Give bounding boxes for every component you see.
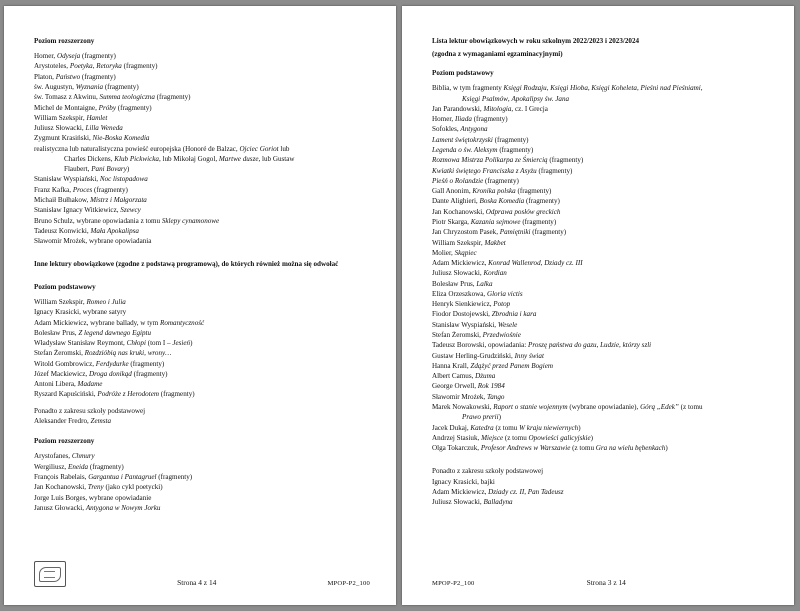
list-item: William Szekspir, Hamlet — [34, 113, 108, 122]
list-item: Franz Kafka, Proces (fragmenty) — [34, 185, 128, 194]
list-item: Lament świętokrzyski (fragmenty) — [432, 135, 529, 144]
list-item: Andrzej Stasiuk, Miejsce (z tomu Opowieści galicyjskie) — [432, 433, 593, 442]
list-item: Albert Camus, Dżuma — [432, 372, 496, 381]
list-item: Gustaw Herling-Grudziński, Inny świat — [432, 351, 544, 360]
list-item: Stefan Żeromski, Rozdzióbią nas kruki, wrony… — [34, 349, 172, 358]
list-item: Bruno Schulz, wybrane opowiadania z tomu Sklepy cynamonowe — [34, 216, 220, 225]
list-item: Jan Parandowski, Mitologia, cz. I Grecja — [432, 104, 548, 113]
list-item: Witold Gombrowicz, Ferdydurke (fragmenty) — [34, 359, 165, 368]
list-item: Kwiatki świętego Franciszka z Asyżu (fragmenty) — [432, 166, 573, 175]
list-item: Molier, Skąpiec — [432, 248, 477, 257]
section-heading-rozszerzony-1: Poziom rozszerzony — [34, 37, 95, 45]
page-right-footer — [432, 578, 768, 587]
list-item: Hanna Krall, Zdążyć przed Panem Bogiem — [432, 361, 553, 370]
list-item: Zygmunt Krasiński, Nie-Boska Komedia — [34, 134, 150, 143]
list-item: Antoni Libera, Madame — [34, 380, 103, 389]
list-item: Stanisław Wyspiański, Wesele — [432, 320, 518, 329]
page-left-content — [34, 36, 370, 513]
list-item: Stefan Żeromski, Przedwiośnie — [432, 331, 521, 340]
list-item: Sławomir Mrożek, Tango — [432, 392, 505, 401]
list-item: Aleksander Fredro, Zemsta — [34, 417, 112, 426]
list-item: Ignacy Krasicki, wybrane satyry — [34, 308, 127, 317]
list-item-continuation: Charles Dickens, Klub Pickwicka, lub Mikołaj Gogol, Martwe dusze, lub Gustaw — [64, 154, 295, 163]
document-code-left: MPOP-P2_100 — [327, 580, 370, 587]
list-item: Michaił Bułhakow, Mistrz i Małgorzata — [34, 196, 147, 205]
section-heading-rozszerzony-2: Poziom rozszerzony — [34, 437, 95, 446]
list-item: Rozmowa Mistrza Polikarpa ze Śmiercią (fragmenty) — [432, 156, 584, 165]
list-item: Jan Kochanowski, Odprawa posłów greckich — [432, 207, 561, 216]
list-item: Arystoteles, Poetyka, Retoryka (fragmenty) — [34, 62, 158, 71]
list-item: Jacek Dukaj, Katedra (z tomu W kraju niewiernych) — [432, 423, 581, 432]
page-right — [402, 6, 794, 605]
institution-logo-icon — [34, 561, 66, 587]
subnote-primary-school-left: Ponadto z zakresu szkoły podstawowej — [34, 406, 146, 415]
document-code-right: MPOP-P2_100 — [432, 580, 475, 587]
spacer — [34, 426, 370, 436]
list-item: Tadeusz Konwicki, Mała Apokalipsa — [34, 226, 139, 235]
list-item: realistyczna lub naturalistyczna powieść europejska (Honoré de Balzac, Ojciec Goriot lub — [34, 144, 290, 153]
list-item: Michel de Montaigne, Próby (fragmenty) — [34, 103, 152, 112]
page-right-content — [432, 36, 768, 507]
list-item: Gall Anonim, Kronika polska (fragmenty) — [432, 187, 552, 196]
list-item-continuation: Flaubert, Pani Bovary) — [64, 165, 130, 174]
list-item: Tadeusz Borowski, opowiadania: Proszę państwa do gazu, Ludzie, którzy szli — [432, 341, 652, 350]
list-item: Piotr Skarga, Kazania sejmowe (fragmenty) — [432, 217, 557, 226]
list-item: Wergiliusz, Eneida (fragmenty) — [34, 462, 124, 471]
spacer — [432, 453, 768, 466]
section-heading-podstawowy-left: Poziom podstawowy — [34, 282, 96, 291]
list-item: Władysław Stanisław Reymont, Chłopi (tom I – Jesień) — [34, 339, 193, 348]
list-item: William Szekspir, Romeo i Julia — [34, 297, 126, 306]
page-title-line2: (zgodna z wymaganiami egzaminacyjnymi) — [432, 50, 563, 59]
list-item: Legenda o św. Aleksym (fragmenty) — [432, 145, 534, 154]
list-item: Olga Tokarczuk, Profesor Andrews w Warszawie (z tomu Gra na wielu bębenkach) — [432, 444, 668, 453]
list-item: Juliusz Słowacki, Lilla Weneda — [34, 124, 123, 133]
section-heading-podstawowy-right: Poziom podstawowy — [432, 69, 494, 78]
list-item: Eliza Orzeszkowa, Gloria victis — [432, 289, 523, 298]
page-left — [4, 6, 396, 605]
list-item: Józef Mackiewicz, Droga donikąd (fragmenty) — [34, 369, 168, 378]
list-item: Biblia, w tym fragmenty Księgi Rodzaju, Księgi Hioba, Księgi Koheleta, Pieśni nad Pieśniami, — [432, 84, 703, 93]
list-item: Jan Kochanowski, Treny (jako cykl poetycki) — [34, 483, 163, 492]
list-item: Ryszard Kapuściński, Podróże z Herodotem (fragmenty) — [34, 390, 195, 399]
list-item: Sofokles, Antygona — [432, 125, 488, 134]
list-item: Pieśń o Rolandzie (fragmenty) — [432, 176, 519, 185]
list-item: Adam Mickiewicz, wybrane ballady, w tym Romantyczność — [34, 318, 205, 327]
list-item: Juliusz Słowacki, Kordian — [432, 269, 507, 278]
footer-row — [34, 561, 370, 587]
list-item: Juliusz Słowacki, Balladyna — [432, 498, 513, 507]
list-item: Homer, Iliada (fragmenty) — [432, 115, 508, 124]
page-left-footer — [34, 561, 370, 587]
list-item: William Szekspir, Makbet — [432, 238, 506, 247]
page-number-left: Strona 4 z 14 — [177, 578, 217, 587]
list-item: Stanisław Wyspiański, Noc listopadowa — [34, 175, 148, 184]
list-item: Homer, Odyseja (fragmenty) — [34, 52, 116, 61]
list-item: Jan Chryzostom Pasek, Pamiętniki (fragmenty) — [432, 228, 567, 237]
list-item: Bolesław Prus, Lalka — [432, 279, 493, 288]
list-item-continuation: Księgi Psalmów, Apokalipsy św. Jana — [462, 94, 570, 103]
list-item: George Orwell, Rok 1984 — [432, 382, 505, 391]
list-item: Platon, Państwo (fragmenty) — [34, 72, 116, 81]
spacer — [34, 246, 370, 259]
list-item: Marek Nowakowski, Raport o stanie wojennym (wybrane opowiadanie), Górą „Edek” (z tomu — [432, 403, 703, 411]
list-item: Bolesław Prus, Z legend dawnego Egiptu — [34, 328, 152, 337]
page-number-right: Strona 3 z 14 — [586, 578, 626, 587]
list-item: François Rabelais, Gargantua i Pantagruel (fragmenty) — [34, 472, 193, 481]
list-item: Janusz Głowacki, Antygona w Nowym Jorku — [34, 503, 161, 512]
list-item: Henryk Sienkiewicz, Potop — [432, 300, 511, 309]
page-title-line1: Lista lektur obowiązkowych w roku szkolnym 2022/2023 i 2023/2024 — [432, 37, 640, 45]
note-other-required-readings: Inne lektury obowiązkowe (zgodne z podstawą programową), do których również można się odwołać — [34, 260, 339, 269]
list-item: Fiodor Dostojewski, Zbrodnia i kara — [432, 310, 537, 319]
list-item: Adam Mickiewicz, Dziady cz. II, Pan Tadeusz — [432, 487, 564, 496]
footer-row — [432, 578, 768, 587]
list-item: Adam Mickiewicz, Konrad Wallenrod, Dziady cz. III — [432, 259, 583, 268]
list-item: św. Tomasz z Akwinu, Summa teologiczna (fragmenty) — [34, 93, 191, 102]
list-item: Sławomir Mrożek, wybrane opowiadania — [34, 237, 152, 246]
list-item: Ignacy Krasicki, bajki — [432, 477, 495, 486]
list-item: Jorge Luis Borges, wybrane opowiadanie — [34, 493, 152, 502]
list-item: św. Augustyn, Wyznania (fragmenty) — [34, 82, 139, 91]
list-item-continuation: Prawo prerii) — [462, 413, 501, 422]
list-item: Stanisław Ignacy Witkiewicz, Szewcy — [34, 206, 141, 215]
list-item: Dante Alighieri, Boska Komedia (fragmenty) — [432, 197, 560, 206]
list-item: Arystofanes, Chmury — [34, 452, 95, 461]
subnote-primary-school-right: Ponadto z zakresu szkoły podstawowej — [432, 467, 544, 476]
